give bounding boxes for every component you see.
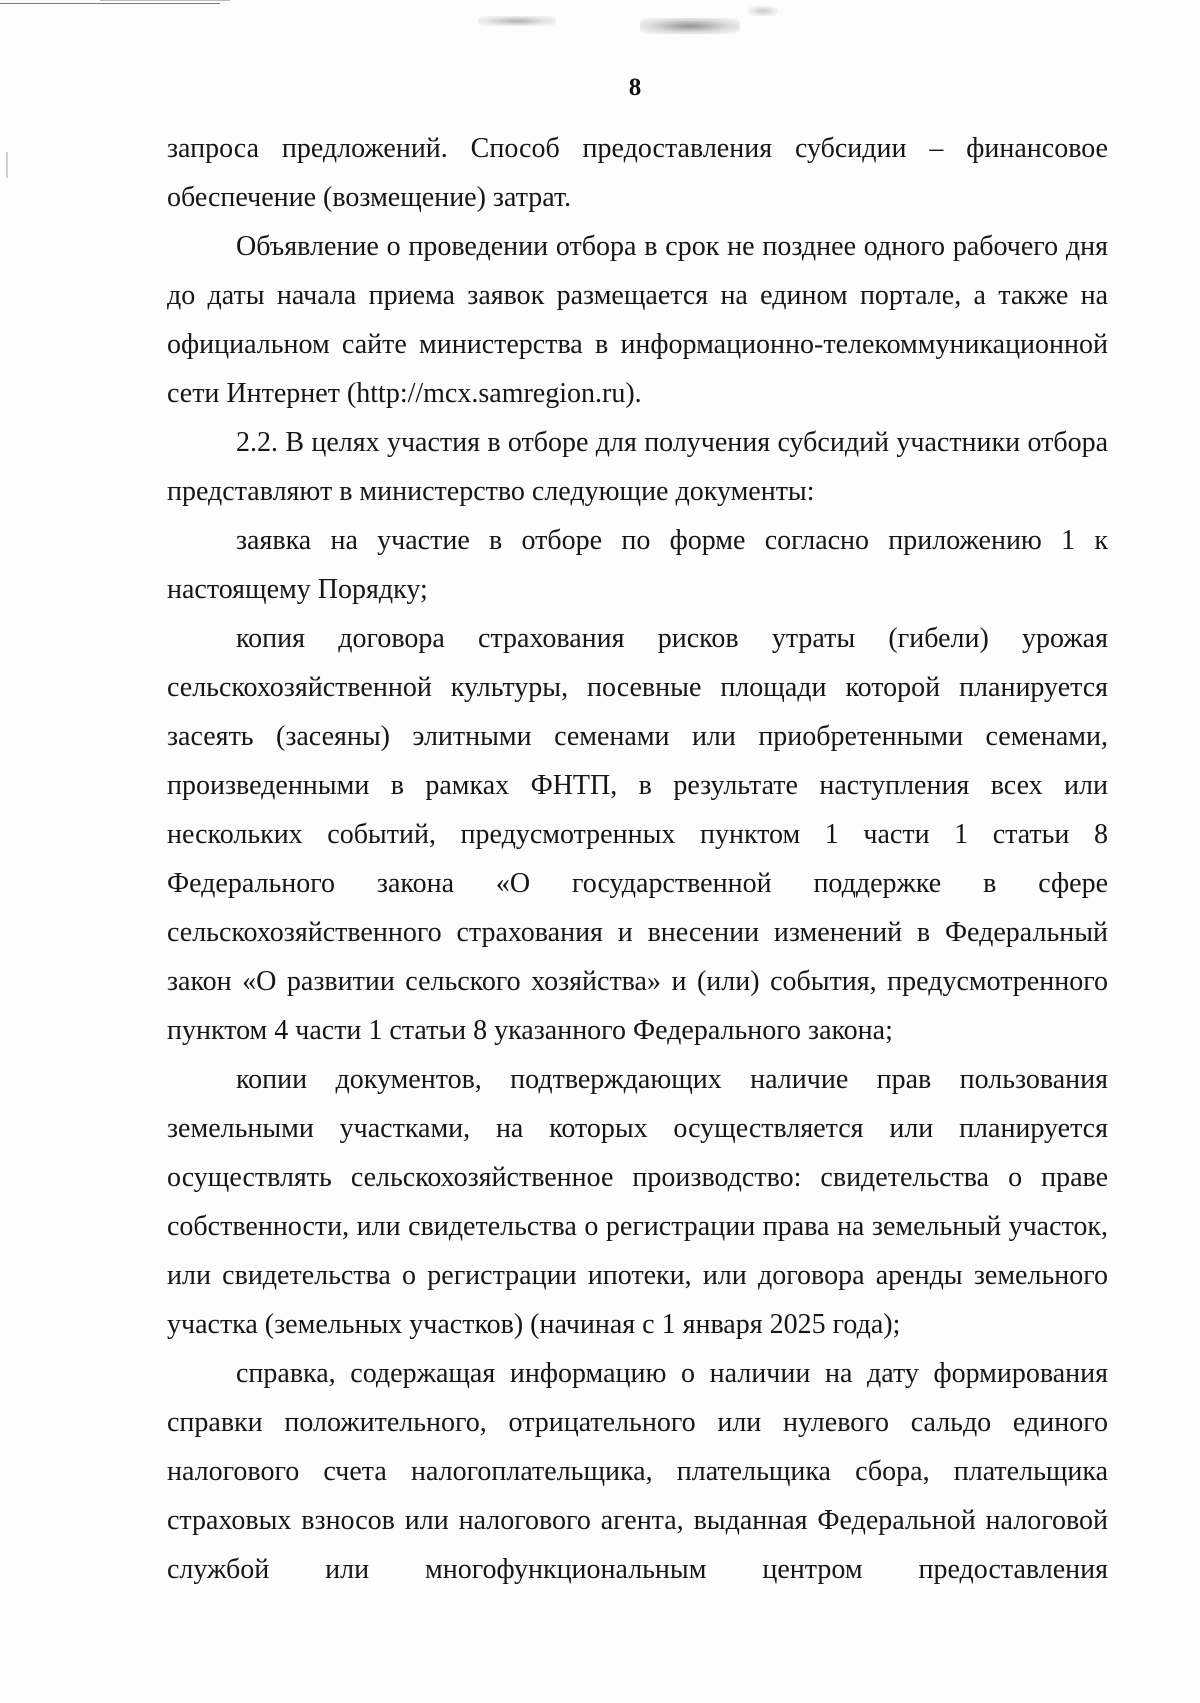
paragraph-continuation: запроса предложений. Способ предоставления субсидии – финансовое обеспечение (возмещение) затрат. <box>167 133 1108 213</box>
scan-smudge <box>478 16 556 26</box>
paragraph-announcement: Объявление о проведении отбора в срок не позднее одного рабочего дня до даты начала приема заявок размещается на едином портале, а также на официальном сайте министерства в информационно-телекоммуникационной сети Интернет (http://mcx.samregion.ru). <box>167 231 1108 409</box>
scan-smudge <box>748 6 778 16</box>
paragraph-land-documents: копии документов, подтверждающих наличие прав пользования земельными участками, на которых осуществляется или планируется осуществлять сельскохозяйственное производство: свидетельства о праве собственности, или свидетельства о регистрации права на земельный участок, или свидетельства о регистрации ипотеки, или договора аренды земельного участка (земельных участков) (начиная с 1 января 2025 года); <box>167 1064 1108 1340</box>
paragraph-section-2-2: 2.2. В целях участия в отборе для получения субсидий участники отбора представляют в министерство следующие документы: <box>167 427 1108 507</box>
page-number: 8 <box>628 74 642 101</box>
scan-margin-mark <box>6 152 8 178</box>
paragraph-insurance-contract: копия договора страхования рисков утраты (гибели) урожая сельскохозяйственной культуры, посевные площади которой планируется засеять (засеяны) элитными семенами или приобретенными семенами, произведенными в рамках ФНТП, в результате наступления всех или нескольких событий, предусмотренных пунктом 1 части 1 статьи 8 Федерального закона «О государственной поддержке в сфере сельскохозяйственного страхования и внесении изменений в Федеральный закон «О развитии сельского хозяйства» и (или) события, предусмотренного пунктом 4 части 1 статьи 8 указанного Федерального закона; <box>167 623 1108 1046</box>
scan-edge-line <box>0 3 220 4</box>
document-body <box>167 124 1108 1594</box>
scan-smudge <box>640 18 740 34</box>
paragraph-tax-certificate: справка, содержащая информацию о наличии на дату формирования справки положительного, отрицательного или нулевого сальдо единого налогового счета налогоплательщика, плательщика сбора, плательщика страховых взносов или налогового агента, выданная Федеральной налоговой службой или многофункциональным центром предоставления <box>167 1358 1108 1585</box>
paragraph-application-form: заявка на участие в отборе по форме согласно приложению 1 к настоящему Порядку; <box>167 525 1108 605</box>
scan-edge-line <box>100 0 230 1</box>
